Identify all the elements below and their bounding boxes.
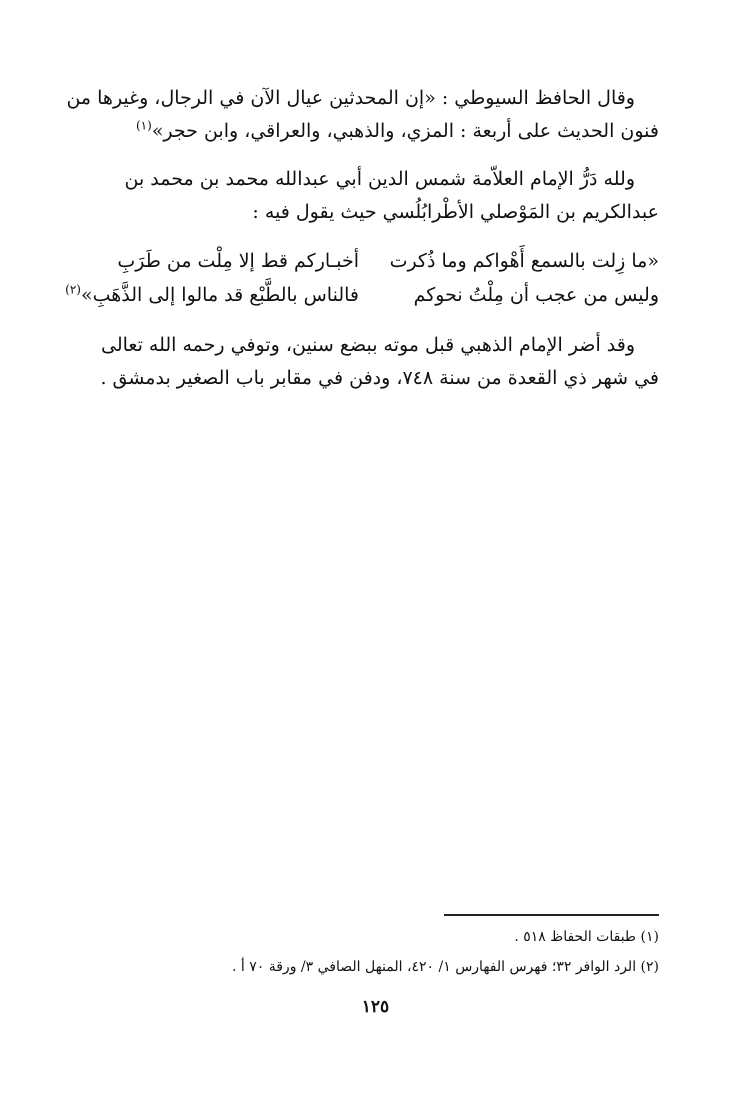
footnote-divider [444,914,659,916]
footnotes [89,922,659,982]
footnote-item: (١) طبقات الحفاظ ٥١٨ . [514,929,659,945]
poem-hemistich-second [65,279,359,313]
paragraph-mawsili-intro [89,163,659,229]
paragraph-line [89,115,659,148]
poem-verse [65,279,659,313]
poem-hemistich-second: أخبـاركم قط إلا مِلْت من طَرَبِ [117,250,359,272]
poem-verse [89,245,659,279]
poem-hemistich-text: فالناس بالطَّبْع قد مالوا إلى الذَّهَبِ» [80,284,359,306]
footnote-item: (٢) الرد الوافر ٣٢؛ فهرس الفهارس ١/ ٤٢٠، المنهل الصافي ٣/ ورقة ٧٠ أ . [231,959,659,975]
paragraph-line [89,329,659,362]
poem-hemistich-first: «ما زِلت بالسمع أَهْواكم وما ذُكرت [389,250,659,272]
paragraph-line [66,82,659,115]
poem-hemistich-first: وليس من عجب أن مِلْتُ نحوكم [413,284,659,306]
paragraph-line-text: عبدالكريم بن المَوْصلي الأطْرابُلُسي حيث يقول فيه : [252,201,659,223]
paragraph-line [89,163,659,196]
footnote-reference[interactable]: (٢) [65,282,81,297]
paragraph-line [89,196,659,229]
paragraph-suyuti-quote [66,82,659,148]
footnote-reference[interactable]: (١) [135,118,152,133]
paragraph-line-text: وقال الحافظ السيوطي : «إن المحدثين عيال الآن في الرجال، وغيرها من [66,87,635,109]
paragraph-line-text: وقد أضر الإمام الذهبي قبل موته ببضع سنين، وتوفي رحمه الله تعالى [100,334,635,356]
paragraph-line-text: فنون الحديث على أربعة : المزي، والذهبي، والعراقي، وابن حجر» [151,120,659,142]
page-number: ١٢٥ [361,997,390,1017]
paragraph-line-text: ولله دَرُّ الإمام العلاّمة شمس الدين أبي عبدالله محمد بن محمد بن [124,168,635,190]
paragraph-line-text: في شهر ذي القعدة من سنة ٧٤٨، ودفن في مقابر باب الصغير بدمشق . [100,367,659,389]
paragraph-line [89,362,659,395]
poem-block [65,245,659,313]
paragraph-death-notice [89,329,659,395]
